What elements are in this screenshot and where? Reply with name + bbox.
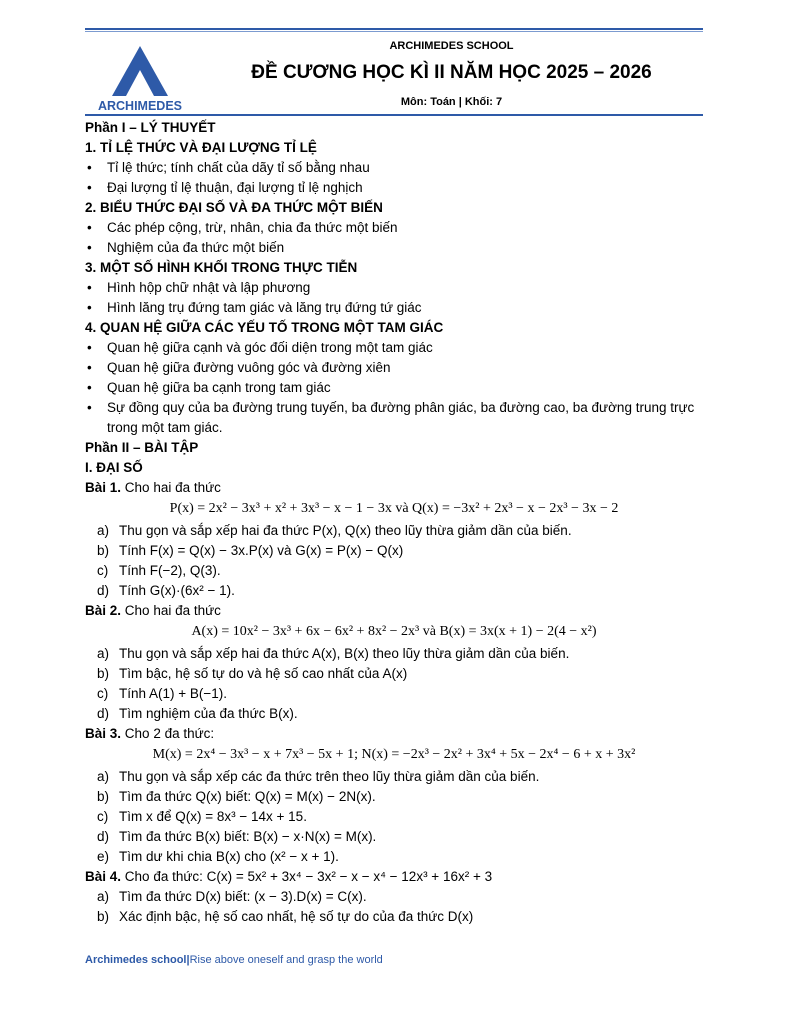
part-label: c) xyxy=(97,809,109,824)
document-title: ĐỀ CƯƠNG HỌC KÌ II NĂM HỌC 2025 – 2026 xyxy=(251,62,652,83)
footer-motto: Rise above oneself and grasp the world xyxy=(189,954,383,966)
header-top-rule-thin xyxy=(85,31,703,32)
problem-intro: Cho đa thức: C(x) = 5x² + 3x⁴ − 3x² − x − x⁴ − 12x³ + 16x² + 3 xyxy=(124,869,493,884)
part-text: Tìm đa thức Q(x) biết: Q(x) = M(x) − 2N(x). xyxy=(119,789,376,804)
problem-part xyxy=(85,521,703,541)
problem-part xyxy=(85,704,703,724)
part-label: e) xyxy=(97,849,110,864)
part-label: b) xyxy=(97,909,110,924)
list-item: • Quan hệ giữa ba cạnh trong tam giác xyxy=(85,378,703,398)
problem-label: Bài 4. xyxy=(85,869,122,884)
problem-formula: P(x) = 2x² − 3x³ + x² + 3x³ − x − 1 − 3x và Q(x) = −3x² + 2x³ − x − 2x³ − 3x − 2 xyxy=(169,501,619,516)
part-text: Tìm x để Q(x) = 8x³ − 14x + 15. xyxy=(119,809,307,824)
algebra-section-heading: I. ĐẠI SỐ xyxy=(85,460,143,475)
part-text: Tính A(1) + B(−1). xyxy=(119,686,228,701)
bullet-list xyxy=(85,158,703,198)
problem-part xyxy=(85,887,703,907)
problem-4 xyxy=(85,867,703,887)
part-text: Thu gọn và sắp xếp hai đa thức A(x), B(x) theo lũy thừa giảm dần của biến. xyxy=(119,646,570,661)
subject-line: Môn: Toán | Khối: 7 xyxy=(400,96,503,108)
part-label: d) xyxy=(97,583,110,598)
part-label: a) xyxy=(97,646,110,661)
list-item: • Hình lăng trụ đứng tam giác và lăng trụ đứng tứ giác xyxy=(85,298,703,318)
document-body xyxy=(85,118,703,927)
problem-part xyxy=(85,684,703,704)
bullet-list xyxy=(85,278,703,318)
problem-label: Bài 2. xyxy=(85,603,122,618)
list-item: • Tỉ lệ thức; tính chất của dãy tỉ số bằng nhau xyxy=(85,158,703,178)
footer-school: Archimedes school xyxy=(85,954,187,966)
part-text: Tìm dư khi chia B(x) cho (x² − x + 1). xyxy=(119,849,339,864)
part-label: a) xyxy=(97,523,110,538)
section-heading: 2. BIỂU THỨC ĐẠI SỐ VÀ ĐA THỨC MỘT BIẾN xyxy=(85,200,383,215)
part-text: Tính F(x) = Q(x) − 3x.P(x) và G(x) = P(x) − Q(x) xyxy=(119,543,404,558)
page-footer xyxy=(85,954,383,966)
list-item: • Hình hộp chữ nhật và lập phương xyxy=(85,278,703,298)
part-text: Tìm bậc, hệ số tự do và hệ số cao nhất của A(x) xyxy=(119,666,408,681)
problem-part xyxy=(85,561,703,581)
part-text: Thu gọn và sắp xếp hai đa thức P(x), Q(x) theo lũy thừa giảm dần của biến. xyxy=(119,523,572,538)
problem-formula: M(x) = 2x⁴ − 3x³ − x + 7x³ − 5x + 1; N(x) = −2x³ − 2x² + 3x⁴ + 5x − 2x⁴ − 6 + x + 3x² xyxy=(152,747,636,762)
problem-intro: Cho 2 đa thức: xyxy=(124,726,215,741)
problem-2 xyxy=(85,601,703,621)
part-label: b) xyxy=(97,789,110,804)
list-item: • Sự đồng quy của ba đường trung tuyến, ba đường phân giác, ba đường cao, ba đường trung trực trong một tam giác. xyxy=(85,398,703,438)
list-item: • Nghiệm của đa thức một biến xyxy=(85,238,703,258)
part-text: Tìm đa thức D(x) biết: (x − 3).D(x) = C(x). xyxy=(119,889,367,904)
list-item: • Đại lượng tỉ lệ thuận, đại lượng tỉ lệ nghịch xyxy=(85,178,703,198)
part-label: b) xyxy=(97,666,110,681)
part1-title: Phần I – LÝ THUYẾT xyxy=(85,120,216,135)
problem-label: Bài 1. xyxy=(85,480,122,495)
part-label: b) xyxy=(97,543,110,558)
bullet-list xyxy=(85,338,703,438)
problem-part xyxy=(85,767,703,787)
problem-part xyxy=(85,664,703,684)
footer-separator: | xyxy=(186,954,190,966)
header-bottom-rule xyxy=(85,114,703,116)
part2-title: Phần II – BÀI TẬP xyxy=(85,440,199,455)
problem-3 xyxy=(85,724,703,744)
part-label: a) xyxy=(97,769,110,784)
part-label: d) xyxy=(97,706,110,721)
section-heading: 3. MỘT SỐ HÌNH KHỐI TRONG THỰC TIỄN xyxy=(85,260,358,275)
header-top-rule xyxy=(85,28,703,30)
problem-1 xyxy=(85,478,703,498)
part-label: c) xyxy=(97,563,109,578)
list-item: • Các phép cộng, trừ, nhân, chia đa thức một biến xyxy=(85,218,703,238)
part-text: Tính F(−2), Q(3). xyxy=(119,563,221,578)
section-heading: 1. TỈ LỆ THỨC VÀ ĐẠI LƯỢNG TỈ LỆ xyxy=(85,140,317,155)
part-text: Xác định bậc, hệ số cao nhất, hệ số tự do của đa thức D(x) xyxy=(119,909,474,924)
problem-intro: Cho hai đa thức xyxy=(124,480,221,495)
list-item: • Quan hệ giữa cạnh và góc đối diện trong một tam giác xyxy=(85,338,703,358)
archimedes-logo xyxy=(90,44,190,114)
logo-text: ARCHIMEDES xyxy=(97,99,183,113)
part-text: Tìm đa thức B(x) biết: B(x) − x·N(x) = M(x). xyxy=(119,829,377,844)
problem-part xyxy=(85,787,703,807)
list-item: • Quan hệ giữa đường vuông góc và đường xiên xyxy=(85,358,703,378)
part-text: Tính G(x)·(6x² − 1). xyxy=(119,583,235,598)
bullet-list xyxy=(85,218,703,258)
problem-part xyxy=(85,847,703,867)
problem-intro: Cho hai đa thức xyxy=(124,603,221,618)
problem-part xyxy=(85,807,703,827)
school-name: ARCHIMEDES SCHOOL xyxy=(389,40,514,52)
part-label: a) xyxy=(97,889,110,904)
part-text: Tìm nghiệm của đa thức B(x). xyxy=(119,706,298,721)
section-heading: 4. QUAN HỆ GIỮA CÁC YẾU TỐ TRONG MỘT TAM GIÁC xyxy=(85,320,444,335)
problem-part xyxy=(85,581,703,601)
problem-part xyxy=(85,907,703,927)
part-text: Thu gọn và sắp xếp các đa thức trên theo lũy thừa giảm dần của biến. xyxy=(119,769,540,784)
problem-label: Bài 3. xyxy=(85,726,122,741)
problem-formula: A(x) = 10x² − 3x³ + 6x − 6x² + 8x² − 2x³ và B(x) = 3x(x + 1) − 2(4 − x²) xyxy=(191,624,597,639)
problem-part xyxy=(85,541,703,561)
problem-part xyxy=(85,644,703,664)
part-label: d) xyxy=(97,829,110,844)
problem-part xyxy=(85,827,703,847)
part-label: c) xyxy=(97,686,109,701)
